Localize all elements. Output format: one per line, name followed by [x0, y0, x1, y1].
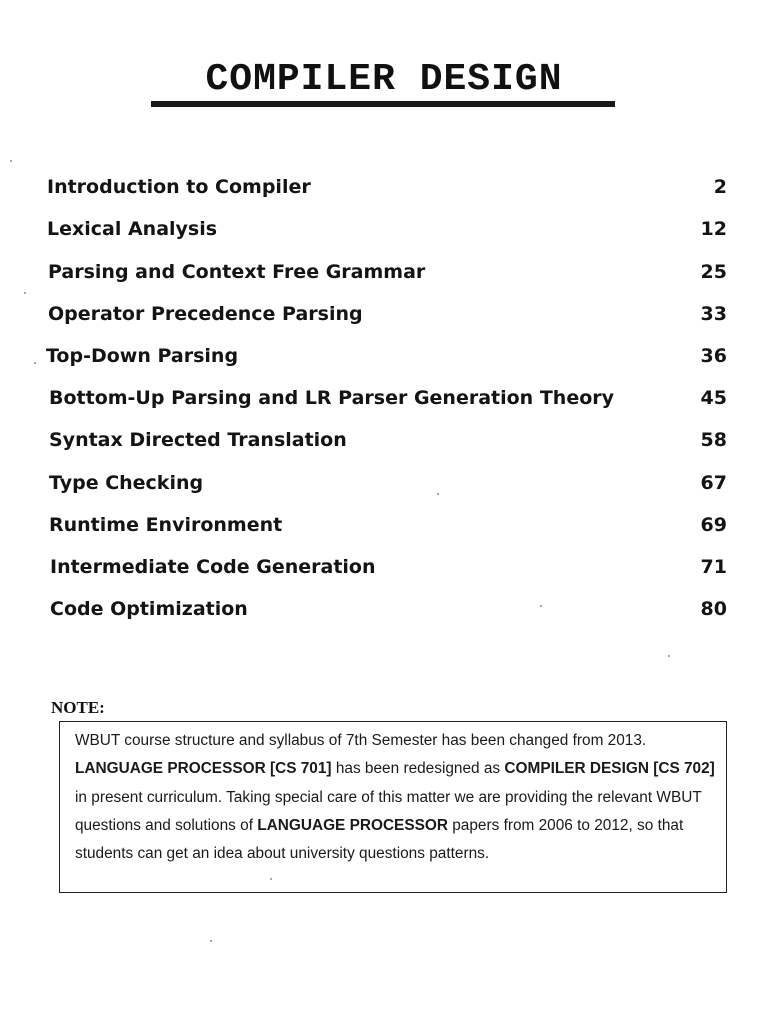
- toc-entry: [0, 425, 768, 455]
- toc-entry: [0, 172, 768, 202]
- scan-speck: [24, 292, 26, 294]
- scan-speck: [668, 655, 670, 657]
- toc-entry-page-number: 71: [700, 556, 727, 578]
- toc-entry: [0, 257, 768, 287]
- note-text-part: papers from 2006 to 2012, so that students can get an idea about university questions patterns.: [75, 816, 684, 863]
- note-text: [75, 727, 717, 868]
- toc-entry-title: Code Optimization: [50, 598, 248, 620]
- note-bold-language-processor-2: LANGUAGE PROCESSOR: [257, 816, 448, 834]
- toc-entry-title: Operator Precedence Parsing: [48, 303, 363, 325]
- toc-entry: [0, 214, 768, 244]
- toc-entry-title: Intermediate Code Generation: [50, 556, 376, 578]
- scan-speck: [270, 878, 272, 880]
- toc-entry: [0, 552, 768, 582]
- toc-entry-page-number: 45: [700, 387, 727, 409]
- toc-entry: [0, 299, 768, 329]
- toc-entry: [0, 341, 768, 371]
- toc-entry: [0, 594, 768, 624]
- toc-entry-page-number: 36: [700, 345, 727, 367]
- note-bold-compiler-design: COMPILER DESIGN [CS 702]: [504, 760, 715, 778]
- toc-entry-page-number: 69: [700, 514, 727, 536]
- toc-entry: [0, 510, 768, 540]
- toc-entry-title: Bottom-Up Parsing and LR Parser Generation Theory: [49, 387, 615, 409]
- toc-entry-page-number: 2: [713, 176, 727, 198]
- toc-entry-title: Runtime Environment: [49, 514, 283, 536]
- toc-entry-page-number: 67: [700, 472, 727, 494]
- toc-entry-title: Syntax Directed Translation: [49, 429, 347, 451]
- toc-entry-page-number: 80: [700, 598, 727, 620]
- toc-entry-page-number: 12: [700, 218, 727, 240]
- toc-entry-title: Parsing and Context Free Grammar: [48, 261, 426, 283]
- toc-entry-title: Lexical Analysis: [47, 218, 218, 240]
- toc-entry-page-number: 25: [700, 261, 727, 283]
- toc-entry-title: Introduction to Compiler: [47, 176, 311, 198]
- scan-speck: [210, 940, 212, 942]
- title-underline: [151, 101, 615, 107]
- scan-speck: [437, 493, 439, 495]
- page-title: COMPILER DESIGN: [205, 58, 563, 101]
- note-text-part: WBUT course structure and syllabus of 7th Semester has been changed from 2013.: [75, 732, 647, 749]
- scan-speck: [540, 605, 542, 607]
- scan-speck: [34, 362, 36, 364]
- note-text-part: in present curriculum. Taking special care of this matter we are providing the relevant WBUT questions and solutions of: [75, 788, 702, 834]
- note-text-part: has been redesigned as: [331, 760, 505, 778]
- toc-entry-title: Type Checking: [49, 472, 204, 494]
- toc-entry-page-number: 58: [700, 429, 727, 451]
- toc-entry-title: Top-Down Parsing: [46, 345, 239, 367]
- scan-speck: [10, 160, 12, 162]
- toc-entry: [0, 468, 768, 498]
- toc-entry: [0, 383, 768, 413]
- note-label: NOTE:: [51, 698, 105, 717]
- toc-entry-page-number: 33: [700, 303, 727, 325]
- note-bold-language-processor: LANGUAGE PROCESSOR [CS 701]: [75, 760, 332, 778]
